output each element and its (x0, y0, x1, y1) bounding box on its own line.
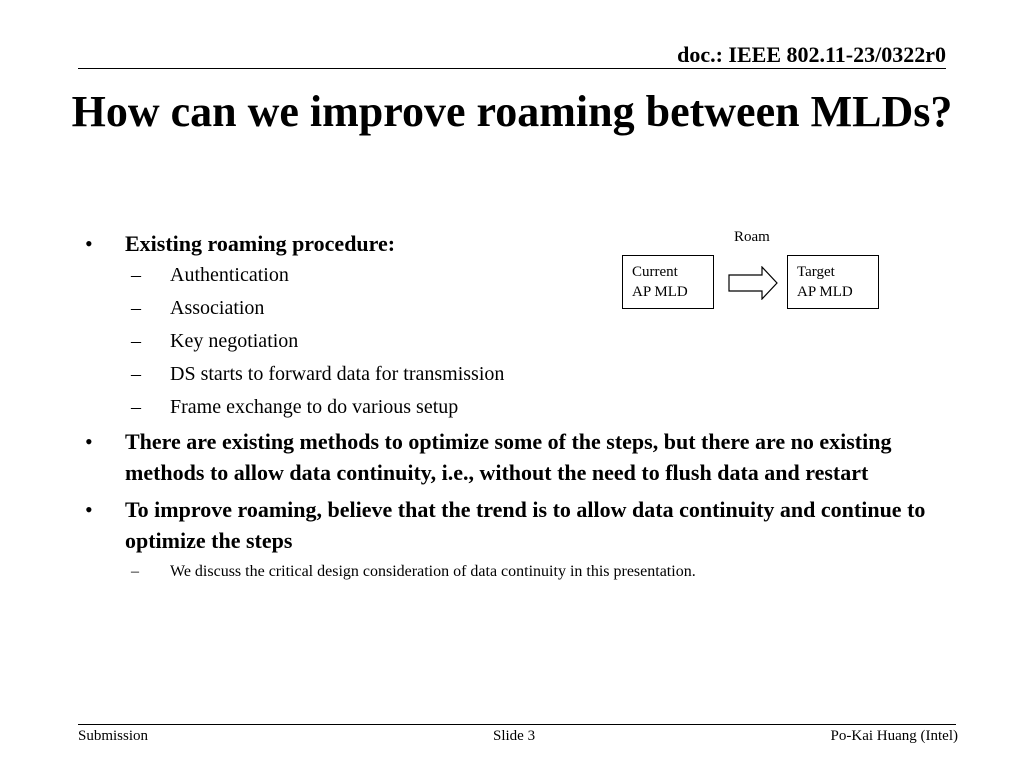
dash-icon: – (131, 363, 141, 385)
slide-title: How can we improve roaming between MLDs? (71, 87, 953, 136)
roam-arrow-icon (728, 266, 778, 300)
sub-bullet-text: Frame exchange to do various setup (170, 396, 459, 418)
sub-bullet-item (85, 358, 955, 391)
sub-bullet-text: Association (170, 297, 265, 319)
target-ap-mld-box (787, 255, 879, 309)
bullet-item (85, 494, 955, 556)
roam-label: Roam (734, 229, 770, 245)
bullet-item (85, 426, 955, 488)
doc-id: doc.: IEEE 802.11-23/0322r0 (677, 42, 946, 67)
sub-bullet-text: We discuss the critical design consideration of data continuity in this presentation. (170, 563, 696, 580)
target-box-line2: AP MLD (797, 284, 853, 300)
dash-icon: – (131, 264, 141, 286)
footer-author: Po-Kai Huang (Intel) (830, 728, 958, 744)
dash-icon: – (131, 563, 139, 580)
header-divider (78, 68, 946, 69)
bullet-icon: • (85, 429, 93, 454)
footer-slide-number: Slide 3 (493, 728, 536, 744)
sub-bullet-text: Key negotiation (170, 330, 299, 352)
current-box-line2: AP MLD (632, 284, 688, 300)
dash-icon: – (131, 297, 141, 319)
target-box-line1: Target (797, 264, 835, 280)
footer-submission: Submission (78, 728, 149, 744)
sub-bullet-item (85, 391, 955, 424)
sub-bullet-text: DS starts to forward data for transmission (170, 363, 505, 385)
bullet-text: Existing roaming procedure: (125, 231, 396, 256)
bullet-text: To improve roaming, believe that the trend is to allow data continuity and continue to optimize the steps (125, 497, 926, 553)
current-box-line1: Current (632, 264, 678, 280)
bullet-icon: • (85, 497, 93, 522)
bullet-text: There are existing methods to optimize some of the steps, but there are no existing methods to allow data continuity, i.e., without the need to flush data and restart (125, 429, 892, 485)
dash-icon: – (131, 330, 141, 352)
bullet-icon: • (85, 231, 93, 256)
dash-icon: – (131, 396, 141, 418)
sub-bullet-item (85, 325, 955, 358)
sub-bullet-item (85, 558, 955, 586)
footer-divider (78, 724, 956, 725)
current-ap-mld-box (622, 255, 714, 309)
sub-bullet-text: Authentication (170, 264, 289, 286)
